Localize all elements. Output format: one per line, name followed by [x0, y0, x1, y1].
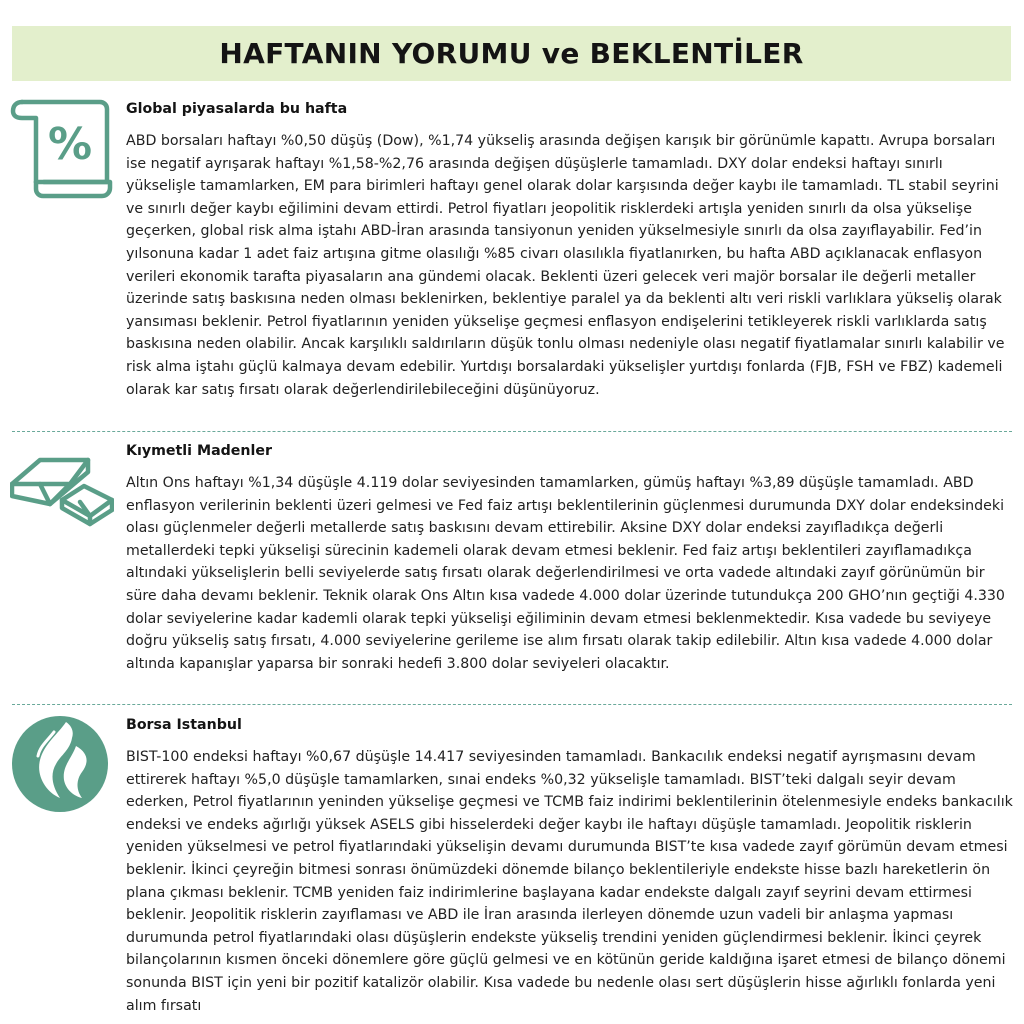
section-text: Altın Ons haftayı %1,34 düşüşle 4.119 dolar seviyesinden tamamlarken, gümüş haftayı %3,89 düşüşle tamamladı. ABD enflasyon verilerinin beklenti üzeri gelmesi ve Fed faiz artışı beklentilerinin güçlenmesi durumunda DXY dolar endeksindeki olası güçlenmeler değerli metallerde satış baskısını devam ettirebilir. Aksine DXY dolar endeksi zayıfladıkça değerli metallerdeki tepki yükselişi sürecinin kademeli olarak devam etmesi beklenir. Fed faiz artışı beklentileri zayıflamadıkça altındaki yükselişlerin belli seviyelerde satış fırsatı olarak değerlendirilmesi ve orta vadede altındaki zayıf görünümün bir süre daha devamı beklenir. Teknik olarak Ons Altın kısa vadede 4.000 dolar üzerinde tutundukça 200 GHO’nın geçtiği 4.330 dolar seviyelerine kadar kademli olarak tepki yükselişi eğiliminin devam etmesi beklenmektedir. Kısa vadede bu seviyeye doğru yükseliş satış fırsatı, 4.000 seviyelerine gerileme ise alım fırsatı olarak takip edilebilir. Altın kısa vadede 4.000 dolar altında kapanışlar yaparsa bir sonraki hedefi 3.800 dolar seviyeleri olacaktır.: [126, 475, 1005, 672]
page-title: HAFTANIN YORUMU ve BEKLENTİLER: [219, 37, 804, 70]
gold-bars-icon: [10, 444, 114, 548]
percent-scroll-icon: [10, 96, 114, 200]
header-band: [12, 26, 1011, 81]
section-divider: [12, 431, 1012, 432]
section-body: [126, 716, 1014, 1017]
section-title: Global piyasalarda bu hafta: [126, 101, 348, 117]
section-body: [126, 100, 1014, 401]
borsa-istanbul-logo-icon: [10, 712, 114, 816]
section-title: Borsa Istanbul: [126, 717, 242, 733]
section-body: [126, 442, 1014, 675]
section-text: ABD borsaları haftayı %0,50 düşüş (Dow), %1,74 yükseliş arasında değişen karışık bir görünümle kapattı. Avrupa borsaları ise negatif ayrışarak haftayı %1,58-%2,76 arasında değişen düşüşlerle tamamladı. DXY dolar endeksi haftayı sınırlı yükselişle tamamlarken, EM para birimleri haftayı genel olarak dolar karşısında değer kaybı ile tamamladı. TL stabil seyrini ve sınırlı değer kaybı eğilimini devam ettirdi. Petrol fiyatları jeopolitik risklerdeki artışla yeniden sınırlı da olsa yükselişe geçerken, global risk alma iştahı ABD-İran arasında tansiyonun yeniden yükselmesiyle sınırlı da olsa zayıflayabilir. Fed’in yılsonuna kadar 1 adet faiz artışına gitme olasılığı %85 civarı olasılıkla fiyatlanırken, bu hafta ABD açıklanacak enflasyon verileri ekonomik tarafta piyasaların ana gündemi olacak. Beklenti üzeri gelecek veri majör borsalar ile değerli metaller üzerinde satış baskısına neden olması beklenirken, beklentiye paralel ya da beklenti altı veri riskli varlıklara yükseliş olarak yansıması beklenir. Petrol fiyatlarının yeniden yükselişe geçmesi enflasyon endişelerini tetikleyerek riskli varlıklarda satış baskısına neden olabilir. Ancak karşılıklı saldırıların düşük tonlu olması nedeniyle olası negatif fiyatlamalar sınırlı kalabilir ve risk alma iştahı güçlü kalmaya devam edebilir. Yurtdışı borsalardaki yükselişler yurtdışı fonlarda (FJB, FSH ve FBZ) kademeli olarak kar satış fırsatı olarak değerlendirilebileceğini düşünüyoruz.: [126, 133, 1005, 398]
section-title: Kıymetli Madenler: [126, 443, 273, 459]
section-text: BIST-100 endeksi haftayı %0,67 düşüşle 14.417 seviyesinden tamamladı. Bankacılık endeksi negatif ayrışmasını devam ettirerek haftayı %5,0 düşüşle tamamlarken, sınai endeks %0,32 yükselişle tamamladı. BIST’teki dalgalı seyir devam ederken, Petrol fiyatlarının yeninden yükselişe geçmesi ve TCMB faiz indirimi beklentilerinin ötelenmesiyle endeks bankacılık endeksi ve endeks ağırlığı yüksek ASELS gibi hisselerdeki değer kaybı ile haftayı düşüşle tamamladı. Jeopolitik risklerin yeniden yükselmesi ve petrol fiyatlarındaki yükselişin devamı durumunda BIST’te kısa vadede zayıf görümün devam etmesi beklenir. İkinci çeyreğin bitmesi sonrası önümüzdeki dönemde bilanço beklentileriyle endekste hisse bazlı hareketlerin ön plana çıkması beklenir. TCMB yeniden faiz indirimlerine başlayana kadar endekste dalgalı zayıf seyrini devam ettirmesi beklenir. Jeopolitik risklerin zayıflaması ve ABD ile İran arasında ilerleyen dönemde uzun vadeli bir anlaşma yapması durumunda petrol fiyatlarındaki olası düşüşlerin endekste yükseliş trendini yeniden güçlendirmesi beklenir. İkinci çeyrek bilançolarının kısmen önceki dönemlere göre güçlü gelmesi ve en kötünün geride kaldığına işaret etmesi de bilanço dönemi sonunda BIST için yeni bir pozitif katalizör olabilir. Kısa vadede bu nedenle olası sert düşüşlerin hisse ağırlıklı fonlarda yeni alım fırsatı: [126, 749, 1013, 1014]
section-divider: [12, 704, 1012, 705]
svg-text:%: %: [47, 119, 93, 170]
